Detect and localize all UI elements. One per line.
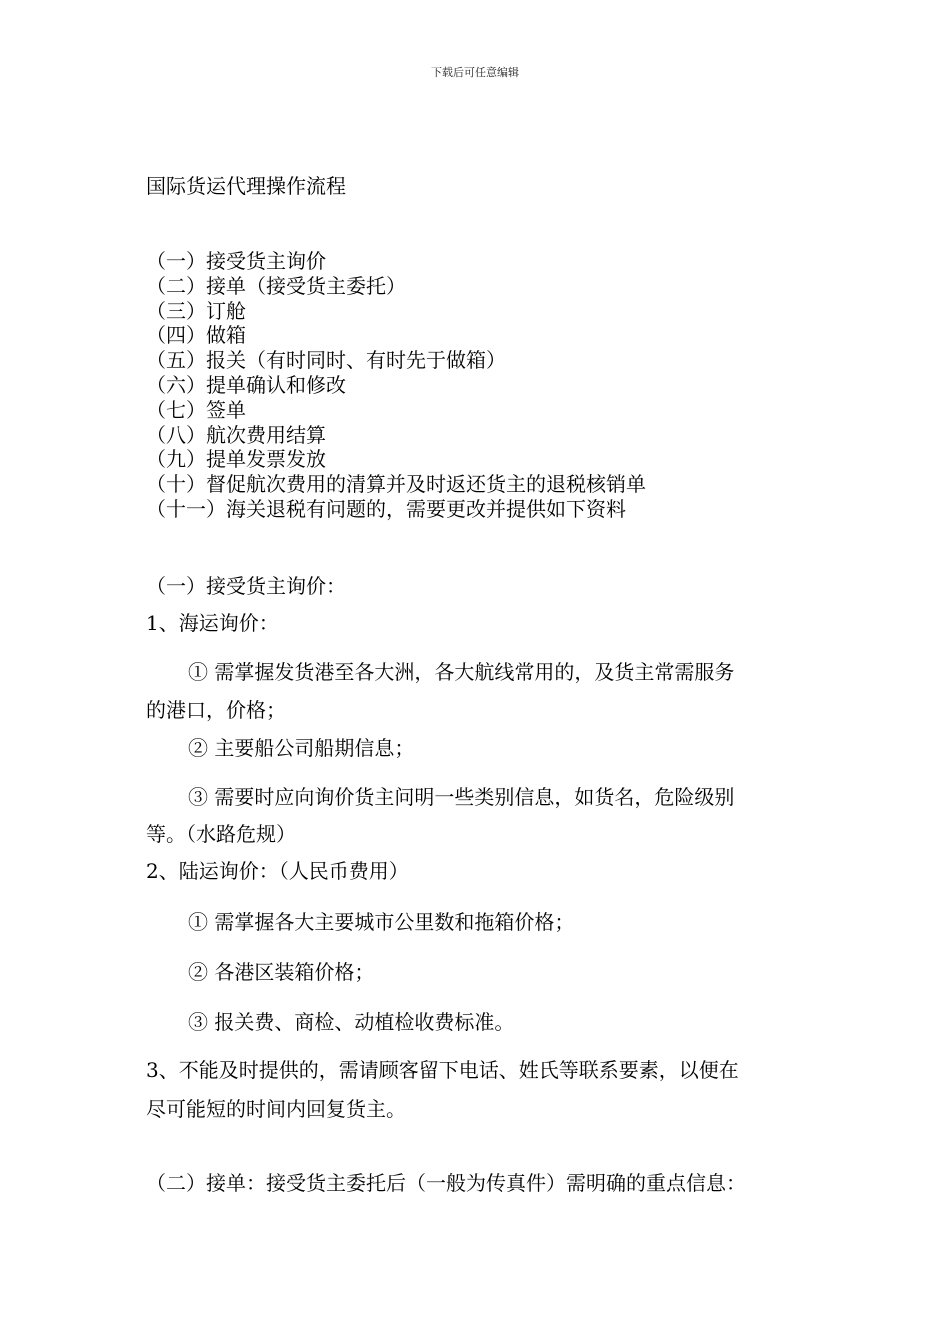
toc-item: （十一）海关退税有问题的，需要更改并提供如下资料 (146, 496, 626, 521)
land-quote-heading: 2、陆运询价：（人民币费用） (146, 859, 409, 883)
toc-item: （五）报关（有时同时、有时先于做箱） (146, 348, 506, 373)
note-line1: 3、不能及时提供的，需请顾客留下电话、姓氏等联系要素，以便在 (146, 1058, 739, 1082)
page-header-note: 下载后可任意编辑 (431, 66, 519, 79)
toc-item: （一）接受货主询价 (146, 249, 326, 273)
toc-item: （四）做箱 (146, 323, 246, 348)
land-item3: ③ 报关费、商检、动植检收费标准。 (188, 1010, 515, 1034)
toc-item: （九）提单发票发放 (146, 447, 326, 472)
land-item1: ① 需掌握各大主要城市公里数和拖箱价格； (188, 910, 575, 934)
sea-item3-line1: ③ 需要时应向询价货主问明一些类别信息，如货名，危险级别 (188, 785, 735, 809)
document-title: 国际货运代理操作流程 (146, 174, 346, 198)
toc-item: （八）航次费用结算 (146, 422, 326, 447)
toc-item: （三）订舱 (146, 298, 246, 323)
note-line2: 尽可能短的时间内回复货主。 (146, 1097, 406, 1121)
sea-item2: ② 主要船公司船期信息； (188, 736, 415, 760)
section1-heading: （一）接受货主询价： (146, 574, 346, 598)
sea-quote-heading: 1、海运询价： (146, 611, 279, 635)
toc-item: （七）签单 (146, 397, 246, 422)
toc-item: （十）督促航次费用的清算并及时返还货主的退税核销单 (146, 472, 646, 497)
toc-item: （二）接单（接受货主委托） (146, 273, 406, 298)
table-of-contents (146, 249, 646, 522)
section2-heading: （二）接单：接受货主委托后（一般为传真件）需明确的重点信息： (146, 1171, 746, 1195)
sea-item1-line1: ① 需掌握发货港至各大洲，各大航线常用的，及货主常需服务 (188, 660, 735, 684)
toc-item: （六）提单确认和修改 (146, 372, 346, 397)
sea-item1-line2: 的港口，价格； (146, 698, 286, 722)
land-item2: ② 各港区装箱价格； (188, 960, 375, 984)
sea-item3-line2: 等。（水路危规） (146, 822, 296, 846)
